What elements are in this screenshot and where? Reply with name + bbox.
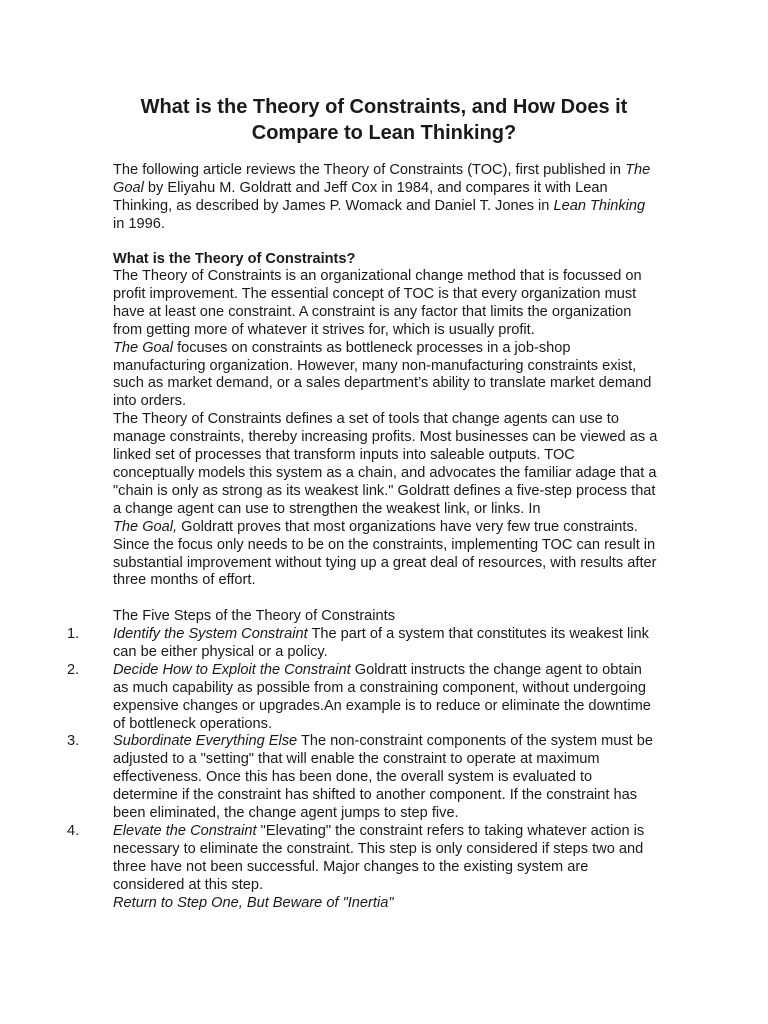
intro-paragraph bbox=[113, 162, 658, 234]
toc-p2-text-2: Goldratt proves that most organizations have very few true constraints. Since the focus only needs to be on the constraints, implementing TOC can result in substantial improvement without tying up a great deal of resources, with results after three months of effort. bbox=[113, 518, 657, 589]
step-number: 3. bbox=[67, 733, 80, 750]
step-name: Subordinate Everything Else bbox=[113, 733, 298, 750]
section-heading: What is the Theory of Constraints? bbox=[113, 251, 356, 267]
step-text bbox=[113, 662, 658, 734]
step-name: Elevate the Constraint bbox=[113, 822, 257, 839]
book-title-the-goal: The Goal bbox=[113, 162, 651, 196]
intro-text-1: The following article reviews the Theory of Constraints (TOC), first published in bbox=[113, 162, 626, 178]
toc-p2-text-1: The Theory of Constraints defines a set of tools that change agents can use to manage constraints, thereby increasing profits. Most businesses can be viewed as a linked set of processes that transform inputs into saleable outputs. TOC conceptually models this system as a chain, and advocates the familiar adage that a "chain is only as strong as its weakest link." Goldratt defines a five-step process that a change agent can use to strengthen the weakest link, or links. In bbox=[113, 411, 658, 517]
step-description: "Elevating" the constraint refers to taking whatever action is necessary to eliminate the constraint. This step is only considered if steps two and three have not been successful. Major changes to the existing system are considered at this step. bbox=[113, 822, 645, 893]
list-item bbox=[0, 662, 768, 734]
step-number: 2. bbox=[67, 661, 80, 678]
book-title-lean-thinking: Lean Thinking bbox=[553, 197, 646, 214]
title-line-2: Compare to Lean Thinking? bbox=[251, 122, 517, 144]
step-description: Goldratt instructs the change agent to obtain as much capability as possible from a constraining component, without undergoing expensive changes or upgrades.An example is to reduce or eliminate the downtime of bottleneck operations. bbox=[113, 661, 651, 732]
list-item bbox=[0, 823, 768, 895]
step-text bbox=[113, 733, 658, 823]
step-description: The non-constraint components of the system must be adjusted to a "setting" that will enable the constraint to operate at maximum effectiveness. Once this has been done, the overall system is evaluated to determine if the constraint has shifted to another component. If the constraint has been eliminated, the change agent jumps to step five. bbox=[113, 733, 653, 822]
steps-list bbox=[0, 626, 768, 913]
toc-p1-book-title: The Goal bbox=[113, 339, 174, 356]
list-item bbox=[0, 733, 768, 823]
step-number: 4. bbox=[67, 822, 80, 839]
step-text bbox=[113, 626, 658, 662]
list-item bbox=[0, 626, 768, 662]
intro-text-2: by Eliyahu M. Goldratt and Jeff Cox in 1984, and compares it with Lean Thinking, as described by James P. Womack and Daniel T. Jones in bbox=[113, 179, 608, 214]
step-name: Decide How to Exploit the Constraint bbox=[113, 661, 351, 678]
step-description: The part of a system that constitutes its weakest link can be either physical or a policy. bbox=[113, 626, 649, 660]
document-title bbox=[60, 94, 708, 146]
step-number: 1. bbox=[67, 626, 80, 642]
toc-p1-text-1: The Theory of Constraints is an organizational change method that is focussed on profit improvement. The essential concept of TOC is that every organization must have at least one constraint. A constraint is any factor that limits the organization from getting more of whatever it strives for, which is usually profit. bbox=[113, 268, 642, 338]
toc-paragraph-1 bbox=[113, 268, 658, 411]
toc-p1-text-2: focuses on constraints as bottleneck processes in a job-shop manufacturing organization. However, many non-manufacturing constraints exist, such as market demand, or a sales department’s ability to translate market demand into orders. bbox=[113, 339, 652, 410]
toc-p2-book-title: The Goal, bbox=[113, 518, 178, 535]
title-line-1: What is the Theory of Constraints, and How Does it bbox=[140, 96, 628, 118]
step-final: Return to Step One, But Beware of "Inertia" bbox=[113, 894, 394, 911]
intro-text-3: in 1996. bbox=[113, 215, 165, 232]
toc-paragraph-2 bbox=[113, 411, 658, 590]
step-text bbox=[113, 823, 658, 895]
steps-heading: The Five Steps of the Theory of Constraints bbox=[113, 608, 396, 624]
toc-body bbox=[113, 268, 658, 590]
step-name: Identify the System Constraint bbox=[113, 626, 308, 642]
